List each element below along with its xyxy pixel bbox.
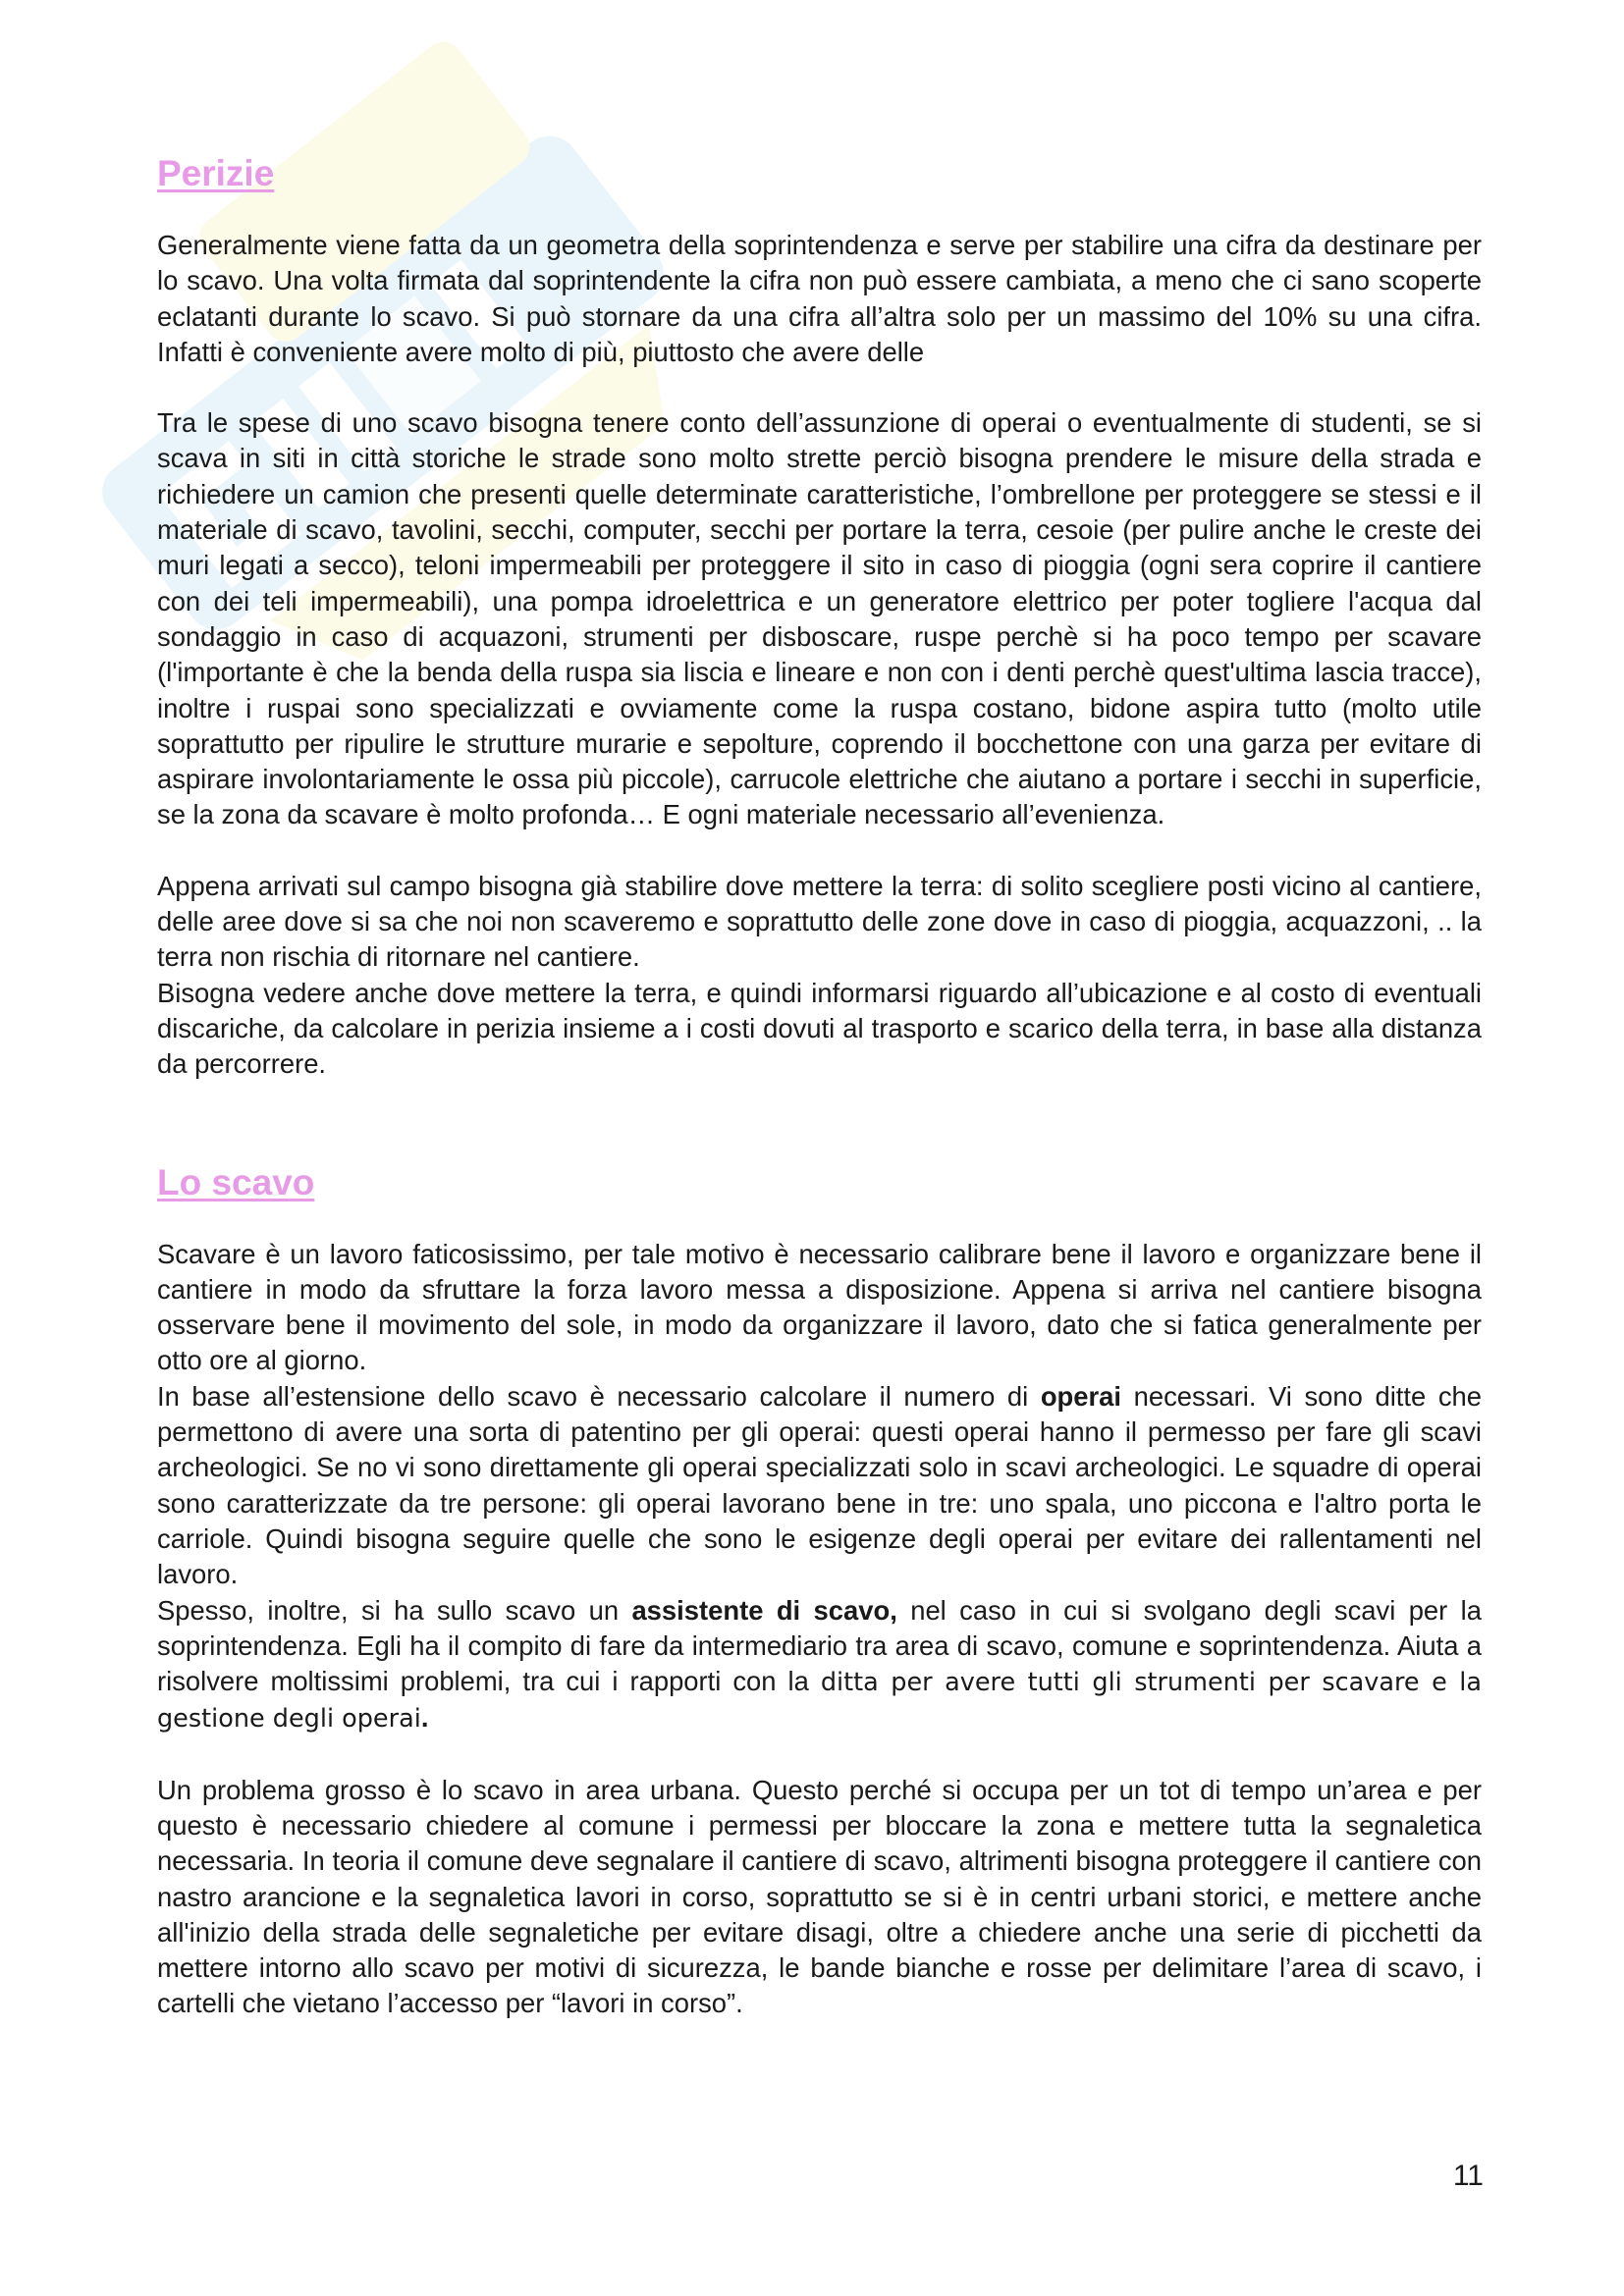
section-perizie <box>157 152 1482 1083</box>
page-number: 11 <box>1452 2160 1484 2192</box>
paragraph <box>157 1593 1482 1737</box>
paragraph: Bisogna vedere anche dove mettere la terra, e quindi informarsi riguardo all’ubicazione e al costo di eventuali discariche, da calcolare in perizia insieme a i costi dovuti al trasporto e scarico della terra, in base alla distanza da percorrere. <box>157 977 1482 1080</box>
paragraph: Appena arrivati sul campo bisogna già stabilire dove mettere la terra: di solito scegliere posti vicino al cantiere, delle aree dove si sa che noi non scaveremo e soprattutto delle zone dove in caso di pioggia, acquazzoni, .. la terra non rischia di ritornare nel cantiere. <box>157 870 1482 973</box>
heading-lo-scavo: Lo scavo <box>157 1161 315 1202</box>
paragraph <box>157 1379 1482 1593</box>
bold-term-operai: operai <box>1040 1380 1122 1412</box>
text-run: In base all’estensione dello scavo è necessario calcolare il numero di <box>157 1380 1041 1412</box>
paragraph: Scavare è un lavoro faticosissimo, per tale motivo è necessario calibrare bene il lavoro e organizzare bene il cantiere in modo da sfruttare la forza lavoro messa a disposizione. Appena si arriva nel cantiere bisogna osservare bene il movimento del sole, in modo da organizzare il lavoro, dato che si fatica generalmente per otto ore al giorno. <box>157 1238 1482 1376</box>
page-content <box>157 152 1482 2022</box>
paragraph: Un problema grosso è lo scavo in area urbana. Questo perché si occupa per un tot di tempo un’area e per questo è necessario chiedere al comune i permessi per bloccare la zona e mettere tutta la segnaletica necessaria. In teoria il comune deve segnalare il cantiere di scavo, altrimenti bisogna proteggere il cantiere con nastro arancione e la segnaletica lavori in corso, soprattutto se si è in centri urbani storici, e mettere anche all'inizio della strada delle segnaletiche per evitare disagi, oltre a chiedere anche una serie di picchetti da mettere intorno allo scavo per motivi di sicurezza, le bande bianche e rosse per delimitare l’area di scavo, i cartelli che vietano l’accesso per “lavori in corso”. <box>157 1774 1482 2019</box>
paragraph: Generalmente viene fatta da un geometra della soprintendenza e serve per stabilire una cifra da destinare per lo scavo. Una volta firmata dal soprintendente la cifra non può essere cambiata, a meno che ci sano scoperte eclatanti durante lo scavo. Si può stornare da una cifra all’altra solo per un massimo del 10% su una cifra. Infatti è conveniente avere molto di più, piuttosto che avere delle <box>157 230 1482 367</box>
paragraph: Tra le spese di uno scavo bisogna tenere conto dell’assunzione di operai o eventualmente di studenti, se si scava in siti in città storiche le strade sono molto strette perciò bisogna prendere le misure della strada e richiedere un camion che presenti quelle determinate caratteristiche, l’ombrellone per proteggere se stessi e il materiale di scavo, tavolini, secchi, computer, secchi per portare la terra, cesoie (per pulire anche le creste dei muri legati a secco), teloni impermeabili per proteggere il sito in caso di pioggia (ogni sera coprire il cantiere con dei teli impermeabili), una pompa idroelettrica e un generatore elettrico per poter togliere l'acqua dal sondaggio in caso di acquazoni, strumenti per disboscare, ruspe perchè si ha poco tempo per scavare (l'importante è che la benda della ruspa sia liscia e lineare e non con i denti perchè quest'ultima lascia tracce), inoltre i ruspai sono specializzati e ovviamente come la ruspa costano, bidone aspira tutto (molto utile soprattutto per ripulire le strutture murarie e sepolture, coprendo il bocchettone con una garza per evitare di aspirare involontariamente le ossa più piccole), carrucole elettriche che aiutano a portare i secchi in superficie, se la zona da scavare è molto profonda… E ogni materiale necessario all’evenienza. <box>157 407 1482 830</box>
section-lo-scavo <box>157 1161 1482 2022</box>
text-run: Spesso, inoltre, si ha sullo scavo un <box>157 1594 632 1626</box>
text-run: necessari. Vi sono ditte che permettono di avere una sorta di patentino per gli operai: questi operai hanno il permesso per fare gli scavi archeologici. Se no vi sono direttamente gli operai specializzati solo in scavi archeologici. Le squadre di operai sono caratterizzate da tre persone: gli operai lavorano bene in tre: uno spala, uno piccona e l'altro porta le carriole. Quindi bisogna seguire quelle che sono le esigenze degli operai per evitare dei rallentamenti nel lavoro. <box>157 1380 1482 1590</box>
text-run: nel caso in cui si svolgano degli scavi per la soprintendenza. Egli ha il compito di fare da intermediario tra area di scavo, comune e soprintendenza. Aiuta a risolvere moltissimi problemi, tra cui i rapporti con la <box>157 1594 1482 1697</box>
heading-perizie: Perizie <box>157 153 275 193</box>
text-run-alt-font: ditta per avere tutti gli strumenti per scavare e la gestione degli operai <box>157 1668 1482 1735</box>
text-run: . <box>420 1702 429 1734</box>
bold-term-assistente: assistente di scavo, <box>631 1594 897 1626</box>
